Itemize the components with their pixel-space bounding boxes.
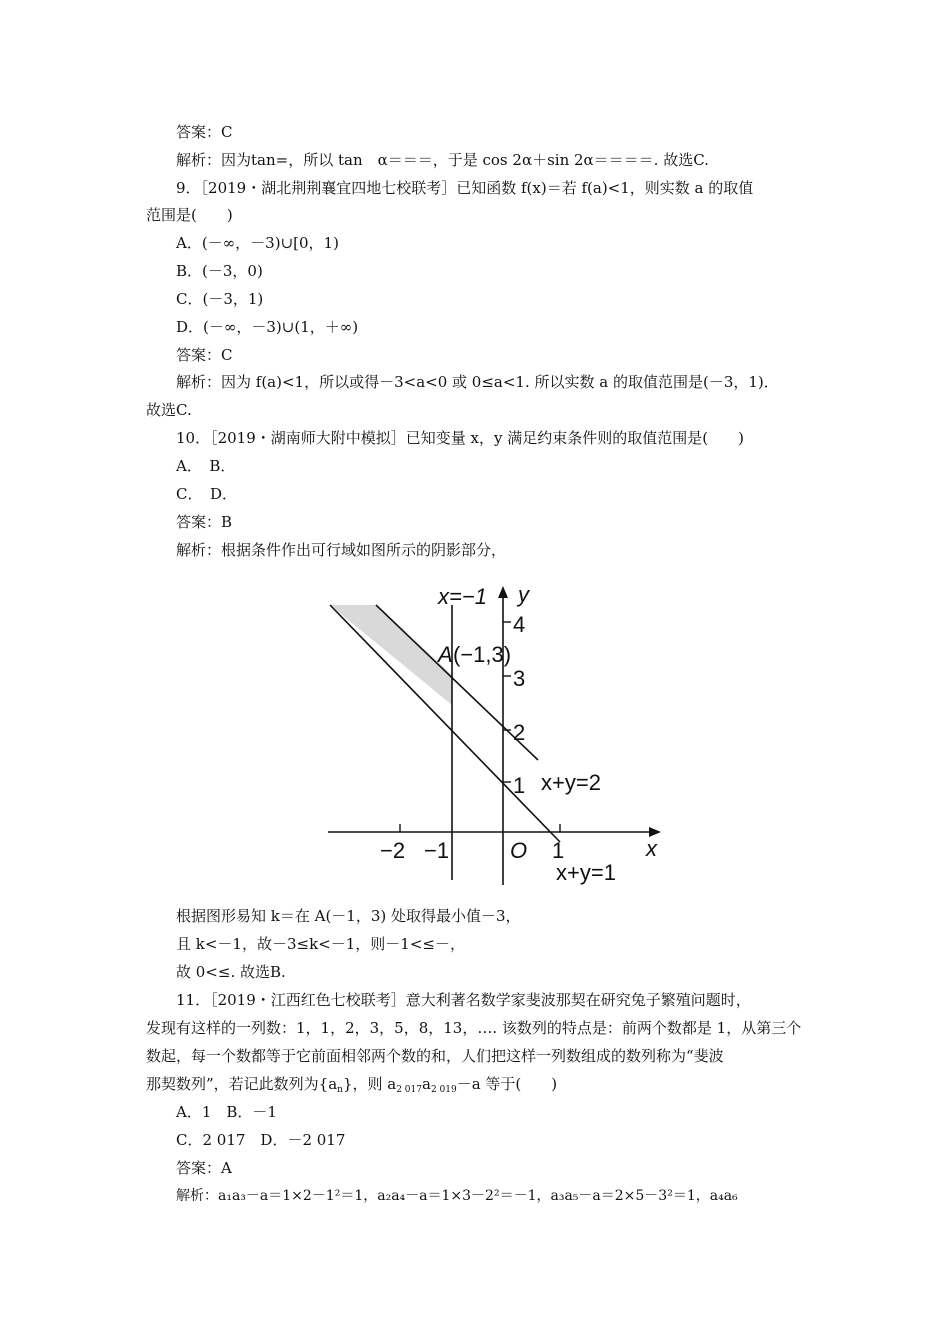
q11-options-line2: C．2 017 D．－2 017 — [176, 1131, 346, 1149]
label-line-sum2: x+y=2 — [541, 770, 601, 795]
label-x-eq-neg1: x=−1 — [438, 584, 487, 609]
x-tick-label-neg2: −2 — [380, 838, 406, 863]
q10-answer: 答案：B — [176, 513, 233, 531]
q9-option-a: A．(－∞，－3)∪[0，1) — [176, 234, 339, 252]
x-tick-label-neg1: −1 — [424, 838, 450, 863]
q9-analysis-line2: 故选C. — [146, 401, 192, 419]
label-point-a: A — [438, 642, 453, 667]
label-x-axis: x — [646, 836, 657, 861]
x-tick-label-1: 1 — [552, 838, 565, 863]
q9-option-b: B．(－3，0) — [176, 262, 263, 280]
q10-after-figure-3: 故 0<≤. 故选B. — [176, 963, 286, 981]
q8-answer: 答案：C — [176, 123, 233, 141]
q11-stem-line1: 11．［2019・江西红色七校联考］意大利著名数学家斐波那契在研究兔子繁殖问题时， — [176, 991, 751, 1009]
y-tick-label-2: 2 — [513, 720, 526, 745]
y-tick-label-3: 3 — [513, 666, 526, 691]
q10-analysis: 解析：根据条件作出可行域如图所示的阴影部分， — [176, 541, 507, 559]
q11-stem-line2: 发现有这样的一列数：1，1，2，3，5，8，13，…. 该数列的特点是：前两个数都是 1，从第三个 — [146, 1019, 802, 1037]
q9-answer: 答案：C — [176, 346, 233, 364]
label-point-a-coords: (−1,3) — [453, 642, 512, 667]
q9-analysis-line1: 解析：因为 f(a)<1，所以或得－3<a<0 或 0≤a<1. 所以实数 a 的取值范围是(－3，1)． — [176, 373, 779, 391]
q11-stem-line4-post: －a 等于( ) — [456, 1075, 558, 1093]
q11-stem-line4 — [146, 1074, 557, 1100]
q11-analysis-term-4: a₄a₆ — [709, 1188, 738, 1204]
y-axis-arrow-icon — [498, 586, 508, 598]
q11-subscript-2019: 2 019 — [430, 1085, 457, 1095]
q11-options-line1: A．1 B．－1 — [176, 1103, 277, 1121]
q11-subscript-2017: 2 017 — [396, 1085, 422, 1095]
q9-option-d: D．(－∞，－3)∪(1，＋∞) — [176, 318, 359, 336]
q11-stem-line4-mid: }，则 a — [342, 1075, 397, 1093]
feasible-region-figure — [328, 580, 668, 890]
label-line-sum1: x+y=1 — [556, 860, 616, 885]
q9-stem-line1: 9．［2019・湖北荆荆襄宜四地七校联考］已知函数 f(x)＝若 f(a)<1，则实数 a 的取值 — [176, 179, 754, 197]
q10-after-figure-2: 且 k<－1，故－3≤k<－1，则－1<≤－， — [176, 935, 465, 953]
q10-options-line1: A． B． — [176, 457, 236, 475]
q11-stem-line4-pre: 那契数列”，若记此数列为{a — [146, 1075, 338, 1093]
q11-analysis-term-2: a₂a₄－a＝1×3－2²＝－1， — [377, 1188, 551, 1204]
q9-stem-line2: 范围是( ) — [146, 206, 233, 224]
q11-stem-line4-a2: a — [421, 1075, 431, 1093]
label-y-axis: y — [518, 582, 529, 607]
q10-after-figure-1: 根据图形易知 k＝在 A(－1，3) 处取得最小值－3， — [176, 907, 521, 925]
y-tick-label-1: 1 — [513, 773, 526, 798]
q11-analysis-term-1: a₁a₃－a＝1×2－1²＝1， — [218, 1188, 378, 1204]
q10-stem: 10．［2019・湖南师大附中模拟］已知变量 x，y 满足约束条件则的取值范围是( ) — [176, 429, 744, 447]
y-tick-label-4: 4 — [513, 612, 526, 637]
q11-subscript-n: n — [337, 1085, 343, 1095]
q10-options-line2: C． D． — [176, 485, 238, 503]
q11-stem-line3: 数起，每一个数都等于它前面相邻两个数的和，人们把这样一列数组成的数列称为“斐波 — [146, 1047, 724, 1065]
q8-analysis: 解析：因为tan=，所以 tan α＝＝＝，于是 cos 2α＋sin 2α＝＝＝＝. 故选C. — [176, 151, 709, 169]
q11-analysis — [176, 1186, 738, 1206]
label-origin: O — [510, 838, 528, 863]
line-x-plus-y-eq-1 — [330, 605, 560, 842]
q11-analysis-term-3: a₃a₅－a＝2×5－3²＝1， — [550, 1188, 710, 1204]
q9-option-c: C．(－3，1) — [176, 290, 264, 308]
q11-analysis-prefix: 解析： — [176, 1188, 218, 1204]
q11-answer: 答案：A — [176, 1159, 232, 1177]
